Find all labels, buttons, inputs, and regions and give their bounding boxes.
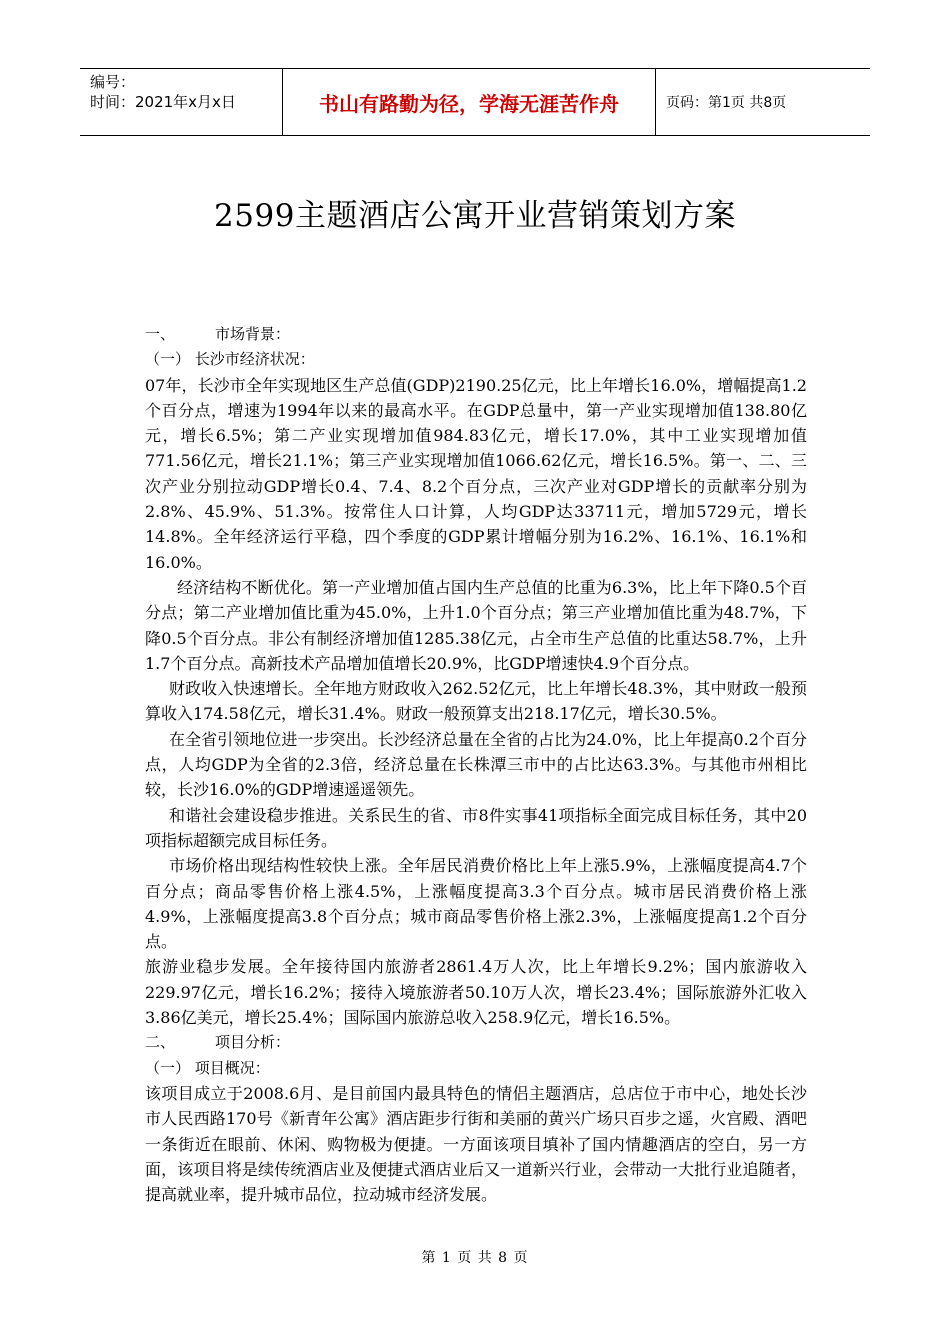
section-number: 一、 <box>145 325 176 343</box>
page-header <box>80 68 870 136</box>
header-motto: 书山有路勤为径，学海无涯苦作舟 <box>282 69 656 135</box>
subsection-heading-2: （一） 项目概况： <box>145 1058 270 1077</box>
document-title: 2599主题酒店公寓开业营销策划方案 <box>214 198 736 234</box>
section-heading-1 <box>145 322 807 347</box>
section-title: 市场背景： <box>215 325 291 343</box>
header-meta <box>80 69 282 135</box>
paragraph: 在全省引领地位进一步突出。长沙经济总量在全省的占比为24.0%，比上年提高0.2个百分点，人均GDP为全省的2.3倍，经济总量在长株潭三市中的占比达63.3%。与其他市州相比较，长沙16.0%的GDP增速遥遥领先。 <box>145 729 807 800</box>
paragraph: 市场价格出现结构性较快上涨。全年居民消费价格比上年上涨5.9%，上涨幅度提高4.7个百分点；商品零售价格上涨4.5%，上涨幅度提高3.3个百分点。城市居民消费价格上涨4.9%，上涨幅度提高3.8个百分点；城市商品零售价格上涨2.3%，上涨幅度提高1.2个百分点。 <box>145 856 807 952</box>
section-number: 二、 <box>145 1033 176 1052</box>
document-number-label: 编号： <box>90 73 136 91</box>
section-heading-2 <box>145 1030 807 1055</box>
document-time-label: 时间：2021年x月x日 <box>90 93 236 111</box>
paragraph: 财政收入快速增长。全年地方财政收入262.52亿元，比上年增长48.3%，其中财政一般预算收入174.58亿元，增长31.4%。财政一般预算支出218.17亿元，增长30.5%。 <box>145 679 807 724</box>
page-footer: 第 1 页 共 8 页 <box>421 1250 529 1266</box>
paragraph: 07年，长沙市全年实现地区生产总值(GDP)2190.25亿元，比上年增长16.0%，增幅提高1.2个百分点，增速为1994年以来的最高水平。在GDP总量中，第一产业实现增加值138.80亿元，增长6.5%；第二产业实现增加值984.83亿元，增长17.0%，其中工业实现增加值771.56亿元，增长21.1%；第三产业实现增加值1066.62亿元，增长16.5%。第一、二、三次产业分别拉动GDP增长0.4、7.4、8.2个百分点，三次产业对GDP增长的贡献率分别为2.8%、45.9%、51.3%。按常住人口计算，人均GDP达33711元，增加5729元，增长14.8%。全年经济运行平稳，四个季度的GDP累计增幅分别为16.2%、16.1%、16.1%和16.0%。 <box>145 375 807 572</box>
paragraph: 该项目成立于2008.6月、是目前国内最具特色的情侣主题酒店，总店位于市中心，地处长沙市人民西路170号《新青年公寓》酒店距步行街和美丽的黄兴广场只百步之遥，火宫殿、酒吧一条街近在眼前、休闲、购物极为便捷。一方面该项目填补了国内情趣酒店的空白，另一方面，该项目将是续传统酒店业及便捷式酒店业后又一道新兴行业，会带动一大批行业追随者，提高就业率，提升城市品位，拉动城市经济发展。 <box>145 1083 807 1205</box>
subsection-heading-1: （一） 长沙市经济状况： <box>145 350 315 369</box>
paragraph: 经济结构不断优化。第一产业增加值占国内生产总值的比重为6.3%，比上年下降0.5个百分点；第二产业增加值比重为45.0%，上升1.0个百分点；第三产业增加值比重为48.7%，下降0.5个百分点。非公有制经济增加值1285.38亿元，占全市生产总值的比重达58.7%，上升1.7个百分点。高新技术产品增加值增长20.9%，比GDP增速快4.9个百分点。 <box>145 577 807 673</box>
section-title: 项目分析： <box>215 1033 291 1052</box>
paragraph: 旅游业稳步发展。全年接待国内旅游者2861.4万人次，比上年增长9.2%；国内旅游收入229.97亿元，增长16.2%；接待入境旅游者50.10万人次，增长23.4%；国际旅游外汇收入3.86亿美元，增长25.4%；国际国内旅游总收入258.9亿元，增长16.5%。 <box>145 957 807 1028</box>
document-body <box>145 322 807 1207</box>
paragraph: 和谐社会建设稳步推进。关系民生的省、市8件实事41项指标全面完成目标任务，其中20项指标超额完成目标任务。 <box>145 805 807 850</box>
header-page-info: 页码：第1页 共8页 <box>666 95 787 111</box>
